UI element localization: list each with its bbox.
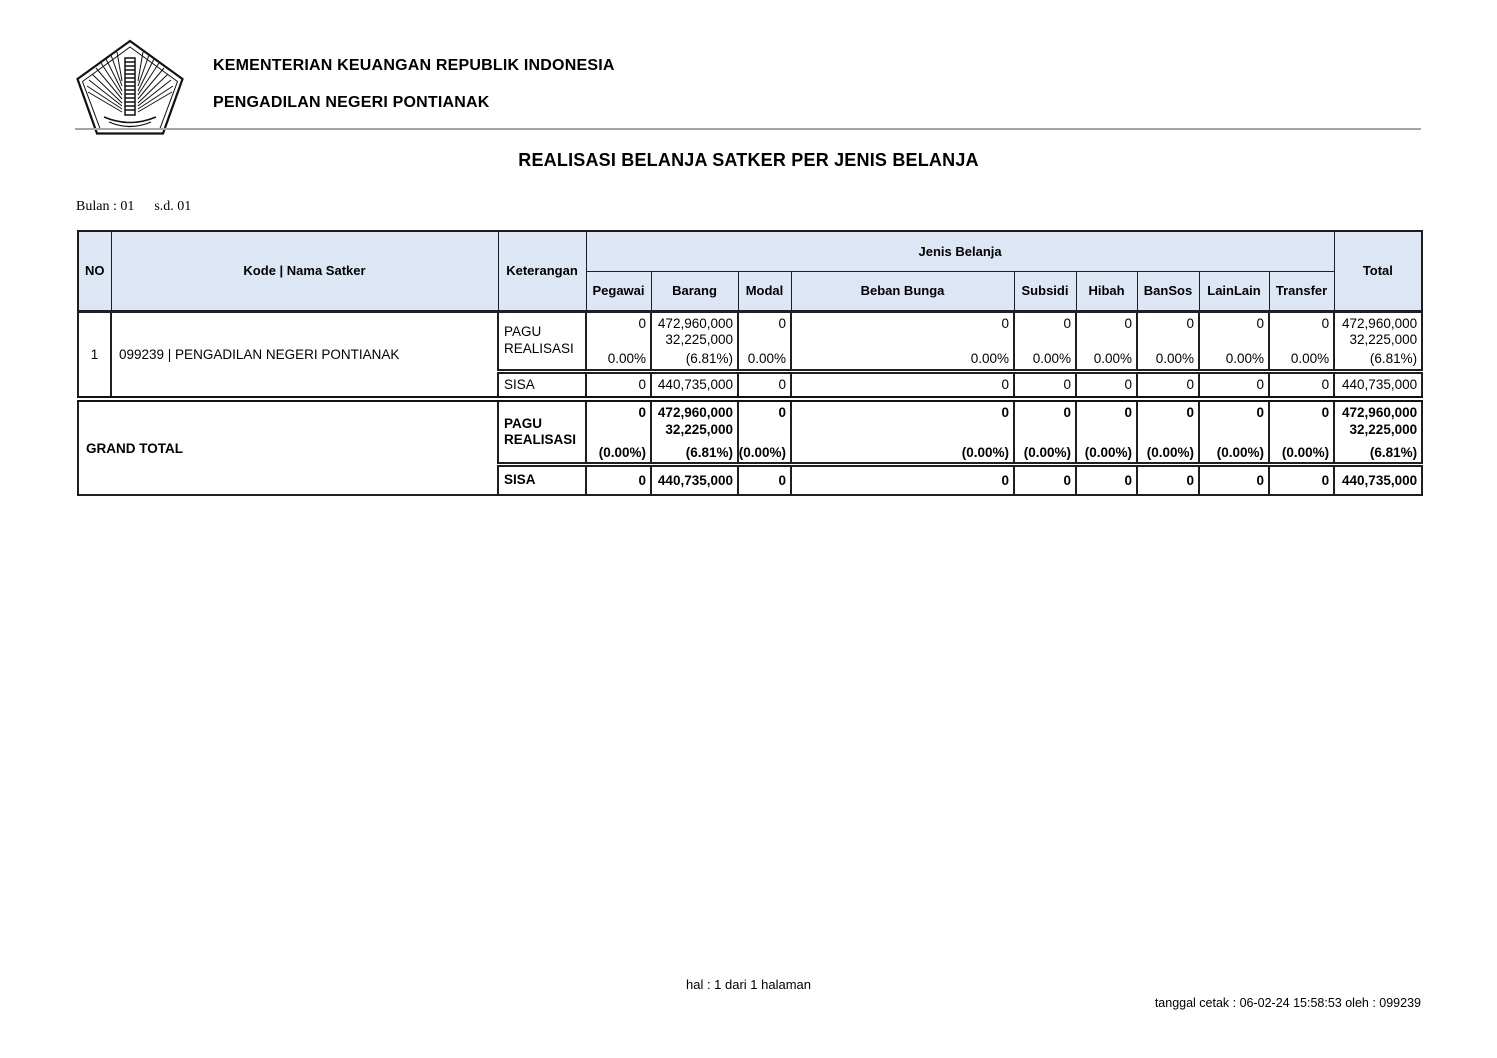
- grand-total-pagu-row: [78, 399, 1422, 465]
- cell-value: 0: [638, 405, 646, 421]
- cell-value: 472,960,000: [657, 405, 733, 421]
- cell-percent: (0.00%): [738, 444, 786, 460]
- value-cell: 0: [791, 371, 1014, 399]
- cell-percent: (6.81%): [1369, 444, 1418, 460]
- value-cell: [791, 399, 1014, 465]
- value-cell: 0: [1137, 465, 1199, 495]
- cell-value: 0: [1321, 315, 1330, 331]
- letterhead-divider: [75, 128, 1421, 130]
- cell-percent: (6.81%): [1369, 350, 1418, 366]
- total-cell: [1334, 399, 1422, 465]
- keterangan-pagu-cell: PAGU REALISASI: [498, 399, 586, 465]
- cell-value: 0: [1063, 405, 1071, 421]
- value-cell: 0: [1269, 371, 1334, 399]
- print-timestamp-info: tanggal cetak : 06-02-24 15:58:53 oleh : 099239: [1154, 996, 1421, 1010]
- value-cell: 0: [791, 465, 1014, 495]
- col-header-keterangan: Keterangan: [498, 231, 586, 311]
- value-cell: [586, 399, 651, 465]
- cell-value: 0: [1124, 315, 1132, 331]
- value-cell: [1199, 399, 1269, 465]
- value-cell: 0: [1199, 465, 1269, 495]
- cell-value: 472,960,000: [1342, 405, 1418, 421]
- keterangan-sisa-cell: SISA: [498, 371, 586, 399]
- report-table-wrap: [77, 230, 1423, 496]
- cell-percent: 0.00%: [1093, 350, 1132, 366]
- value-cell: 0: [1014, 371, 1076, 399]
- value-cell: [1199, 311, 1269, 371]
- cell-value: 0: [778, 405, 786, 421]
- cell-value: 472,960,000: [657, 315, 733, 331]
- cell-value: 0: [1001, 315, 1009, 331]
- cell-value: 0: [638, 315, 646, 331]
- cell-percent: (6.81%): [685, 350, 733, 366]
- cell-value: 32,225,000: [665, 331, 733, 347]
- cell-value: 0: [1321, 405, 1330, 421]
- value-cell: 0: [586, 371, 651, 399]
- cell-value: 32,225,000: [1349, 421, 1418, 437]
- total-cell: [1334, 311, 1422, 371]
- col-group-jenis-belanja: Jenis Belanja: [586, 231, 1334, 271]
- value-cell: [1076, 399, 1137, 465]
- col-header-total: Total: [1334, 231, 1422, 311]
- col-header-modal: Modal: [738, 271, 791, 311]
- col-header-barang: Barang: [651, 271, 738, 311]
- cell-value: 0: [1063, 315, 1071, 331]
- period-sd: s.d. 01: [154, 199, 192, 214]
- report-table-body: [78, 311, 1422, 495]
- value-cell: 0: [738, 371, 791, 399]
- value-cell: 440,735,000: [651, 371, 738, 399]
- value-cell: [1076, 311, 1137, 371]
- row-number-cell: 1: [78, 311, 111, 399]
- office-name: PENGADILAN NEGERI PONTIANAK: [213, 94, 490, 111]
- cell-value: 472,960,000: [1342, 315, 1418, 331]
- value-cell: 0: [1137, 371, 1199, 399]
- value-cell: 0: [1014, 465, 1076, 495]
- value-cell: 0: [738, 465, 791, 495]
- keterangan-sisa-cell: SISA: [498, 465, 586, 495]
- value-cell: [738, 399, 791, 465]
- col-header-bansos: BanSos: [1137, 271, 1199, 311]
- value-cell: [651, 399, 738, 465]
- keterangan-pagu-cell: PAGU REALISASI: [498, 311, 586, 371]
- cell-percent: (0.00%): [1146, 444, 1194, 460]
- cell-percent: 0.00%: [970, 350, 1009, 366]
- cell-percent: (0.00%): [1084, 444, 1132, 460]
- cell-percent: (0.00%): [961, 444, 1009, 460]
- value-cell: [1137, 311, 1199, 371]
- value-cell: 0: [1269, 465, 1334, 495]
- value-cell: 440,735,000: [651, 465, 738, 495]
- cell-percent: 0.00%: [1225, 350, 1264, 366]
- cell-percent: (0.00%): [1281, 444, 1330, 460]
- cell-percent: (0.00%): [1023, 444, 1071, 460]
- value-cell: [1137, 399, 1199, 465]
- cell-value: 0: [778, 315, 786, 331]
- cell-value: 0: [1256, 405, 1264, 421]
- value-cell: [791, 311, 1014, 371]
- cell-value: 0: [1256, 315, 1264, 331]
- value-cell: 0: [1076, 465, 1137, 495]
- kemenkeu-emblem-icon: [75, 39, 185, 136]
- satker-pagu-row: [78, 311, 1422, 371]
- col-header-subsidi: Subsidi: [1014, 271, 1076, 311]
- col-header-lainlain: LainLain: [1199, 271, 1269, 311]
- cell-value: 0: [1001, 405, 1009, 421]
- col-header-satker: Kode | Nama Satker: [111, 231, 498, 311]
- period-line: [76, 199, 211, 215]
- ministry-name: KEMENTERIAN KEUANGAN REPUBLIK INDONESIA: [213, 57, 615, 74]
- cell-percent: (6.81%): [685, 444, 733, 460]
- cell-percent: 0.00%: [607, 350, 646, 366]
- page-number-info: hal : 1 dari 1 halaman: [685, 977, 812, 992]
- value-cell: 0: [586, 465, 651, 495]
- cell-value: 0: [1186, 315, 1194, 331]
- value-cell: [586, 311, 651, 371]
- col-header-transfer: Transfer: [1269, 271, 1334, 311]
- cell-percent: 0.00%: [1032, 350, 1071, 366]
- total-cell: 440,735,000: [1334, 465, 1422, 495]
- period-bulan: Bulan : 01: [76, 199, 135, 214]
- value-cell: [738, 311, 791, 371]
- value-cell: [1269, 399, 1334, 465]
- cell-percent: 0.00%: [1155, 350, 1194, 366]
- report-table: [77, 230, 1423, 496]
- report-title: REALISASI BELANJA SATKER PER JENIS BELANJA: [518, 150, 979, 170]
- total-cell: 440,735,000: [1334, 371, 1422, 399]
- cell-value: 32,225,000: [1349, 331, 1418, 347]
- value-cell: 0: [1076, 371, 1137, 399]
- value-cell: [651, 311, 738, 371]
- value-cell: [1014, 399, 1076, 465]
- value-cell: 0: [1199, 371, 1269, 399]
- col-header-no: NO: [78, 231, 111, 311]
- col-header-beban-bunga: Beban Bunga: [791, 271, 1014, 311]
- cell-value: 0: [1186, 405, 1194, 421]
- cell-percent: (0.00%): [598, 444, 646, 460]
- col-header-pegawai: Pegawai: [586, 271, 651, 311]
- cell-percent: 0.00%: [747, 350, 786, 366]
- satker-name-cell: 099239 | PENGADILAN NEGERI PONTIANAK: [111, 311, 498, 399]
- cell-value: 32,225,000: [665, 421, 733, 437]
- cell-percent: 0.00%: [1290, 350, 1330, 366]
- cell-value: 0: [1124, 405, 1132, 421]
- cell-percent: (0.00%): [1216, 444, 1264, 460]
- value-cell: [1014, 311, 1076, 371]
- grand-total-label: GRAND TOTAL: [78, 399, 498, 495]
- value-cell: [1269, 311, 1334, 371]
- col-header-hibah: Hibah: [1076, 271, 1137, 311]
